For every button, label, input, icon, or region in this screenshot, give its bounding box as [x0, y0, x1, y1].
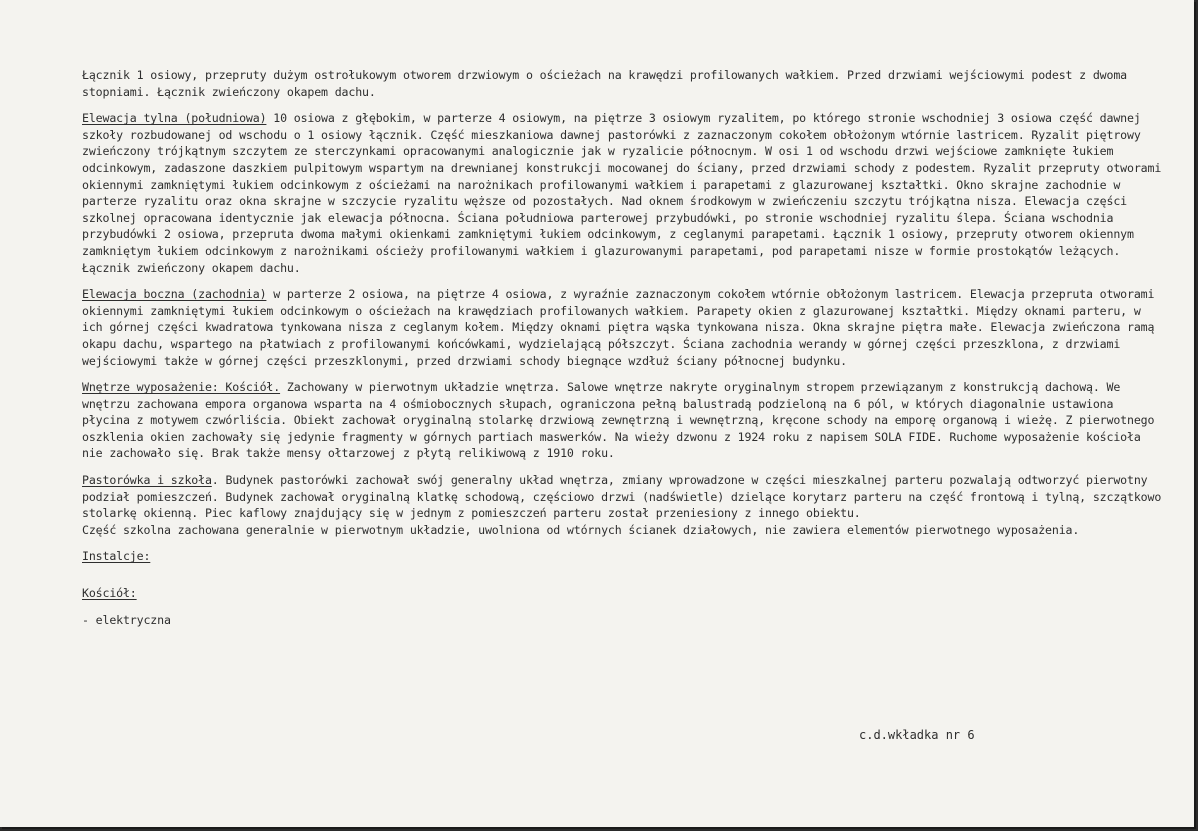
section-heading: Elewacja boczna (zachodnia)	[82, 287, 267, 302]
paragraph-text: w parterze 2 osiowa, na piętrze 4 osiowa, z wyraźnie zaznaczonym cokołem wtórnie obłożonym lastricem. Elewacja przepruta otworami okiennymi zamkniętymi łukiem odcinkowym o ościeżach na krawędziach profilowanych wałkiem. Parapety okien z glazurowanej kształtki. Między oknami parteru, w ich górnej części kwadratowa tynkowana nisza z ceglanym kołem. Między oknami piętra wąska tynkowana nisza. Okna skrajne piętra małe. Elewacja zwieńczona ramą okapu dachu, wspartego na płatwiach z profilowanymi końcówkami, wydzielającą półszczyt. Ściana zachodnia werandy w górnej części przeszklona, z drzwiami wejściowymi także w górnej części przeszklonymi, przed drzwiami schody biegnące wzdłuż ściany północnej budynku.	[82, 287, 1155, 368]
paragraph-rear-elevation	[82, 110, 1162, 276]
paragraph-school-part	[82, 522, 1162, 539]
paragraph-text: Część szkolna zachowana generalnie w pierwotnym układzie, uwolniona od wtórnych ścianek działowych, nie zawiera elementów pierwotnego wyposażenia.	[82, 522, 1080, 537]
electric-list-item: - elektryczna	[82, 612, 171, 627]
paragraph-text: Łącznik 1 osiowy, przepruty dużym ostrołukowym otworem drzwiowym o ościeżach na krawędzi profilowanych wałkiem. Przed drzwiami wejściowymi podest z dwoma stopniami. Łącznik zwieńczony okapem dachu.	[82, 68, 1127, 99]
paragraph-text: . Budynek pastorówki zachował swój generalny układ wnętrza, zmiany wprowadzone w części mieszkalnej parteru pozwalają odtworzyć pierwotny podział pomieszczeń. Budynek zachował oryginalną klatkę schodową, częściowo drzwi (nadświetle) dzielące korytarz parteru na część frontową i tylną, szczątkowo stolarkę okienną. Piec kaflowy znajdujący się w jednym z pomieszczeń parteru został przeniesiony z innego obiektu.	[82, 473, 1162, 521]
church-line	[82, 585, 1162, 602]
paragraph-side-elevation	[82, 286, 1162, 369]
installations-line	[82, 548, 1162, 565]
paragraph-parsonage-school	[82, 472, 1162, 522]
paragraph-connector	[82, 67, 1162, 100]
section-heading: Wnętrze wyposażenie: Kościół.	[82, 380, 281, 395]
installations-heading: Instalcje:	[82, 549, 151, 564]
document-body	[82, 67, 1162, 628]
paragraph-interior-church	[82, 379, 1162, 462]
section-heading: Elewacja tylna (południowa)	[82, 111, 267, 126]
church-heading: Kościół:	[82, 586, 137, 601]
paragraph-text: Zachowany w pierwotnym układzie wnętrza. Salowe wnętrze nakryte oryginalnym stropem przewiązanym z konstrukcją dachową. We wnętrzu zachowana empora organowa wsparta na 4 ośmiobocznych słupach, ograniczona pełną balustradą podzieloną na 6 pól, w których diagonalnie ustawiona płycina z motywem czwórliścia. Obiekt zachował oryginalną stolarkę drzwiową zewnętrzną i wewnętrzną, kręcone schody na emporę organową i wieżę. Z pierwotnego oszklenia okien zachowały się jedynie fragmenty w górnych partiach maswerków. Na wieży dzwonu z 1924 roku z napisem SOLA FIDE. Ruchome wyposażenie kościoła nie zachowało się. Brak także mensy ołtarzowej z płytą relikiwową z 1910 roku.	[82, 380, 1155, 461]
paragraph-text: 10 osiowa z głębokim, w parterze 4 osiowym, na piętrze 3 osiowym ryzalitem, po którego stronie wschodniej 3 osiowa część dawnej szkoły rozbudowanej od wschodu o 1 osiowy łącznik. Część mieszkaniowa dawnej pastorówki z zaznaczonym cokołem obłożonym wtórnie lastricem. Ryzalit piętrowy zwieńczony trójkątnym szczytem ze sterczynkami opracowanymi analogicznie jak w ryzalicie północnym. W osi 1 od wschodu drzwi wejściowe zamknięte łukiem odcinkowym, zadaszone daszkiem pulpitowym wspartym na drewnianej konstrukcji mocowanej do ściany, przed drzwiami schody z podestem. Ryzalit przepruty otworami okiennymi zamkniętymi łukiem odcinkowym z ościeżami na narożnikach profilowanymi wałkiem i parapetami z glazurowanej kształtki. Okno skrajne zachodnie w parterze ryzalitu oraz okna skrajne w szczycie ryzalitu węższe od pozostałych. Nad oknem środkowym w zwieńczeniu szczytu trójkątna nisza. Elewacja części szkolnej opracowana identycznie jak elewacja północna. Ściana południowa parterowej przybudówki, po stronie wschodniej ryzalitu ślepa. Ściana wschodnia przybudówki 2 osiowa, przepruta dwoma małymi okienkami zamkniętymi łukiem odcinkowym, z ceglanymi parapetami. Łącznik 1 osiowy, przepruty otworem okiennym zamkniętym łukiem odcinkowym z narożnikami ościeży profilowanymi wałkiem i glazurowanymi parapetami, pod parapetami nisze w formie prostokątów leżących. Łącznik zwieńczony okapem dachu.	[82, 111, 1162, 275]
continuation-note: c.d.wkładka nr 6	[859, 728, 975, 742]
section-heading: Pastorówka i szkoła	[82, 473, 212, 488]
